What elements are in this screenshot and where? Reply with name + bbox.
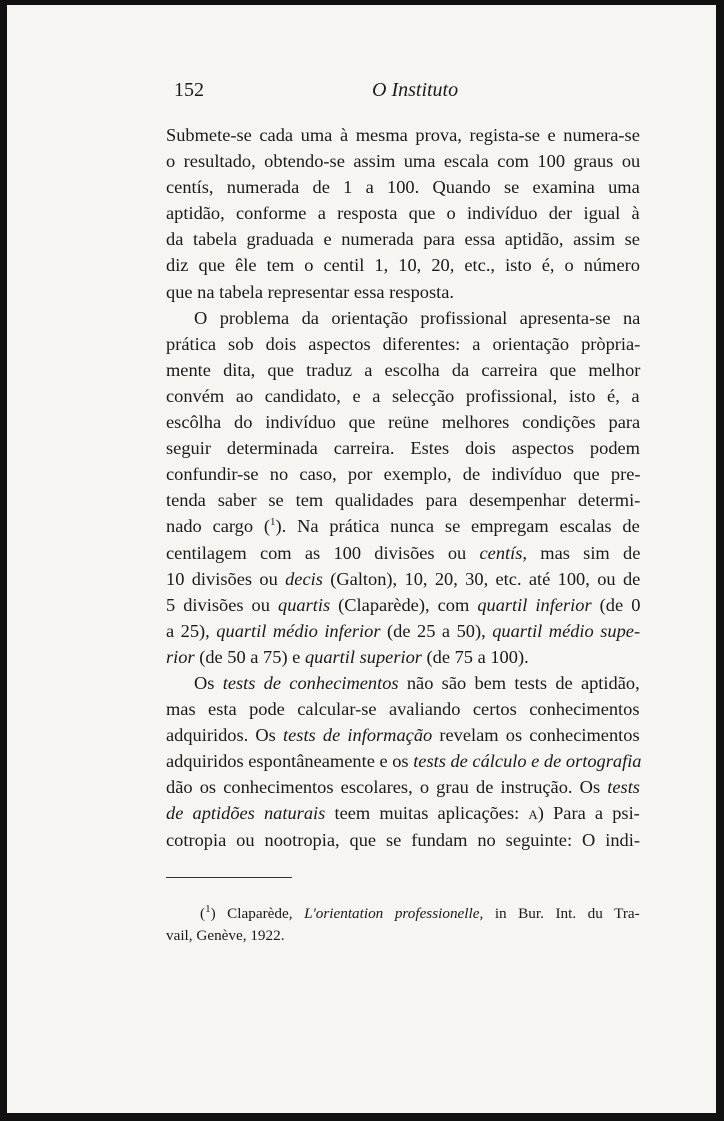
running-title: O Instituto	[372, 79, 459, 101]
text-line: seguir determinada carreira. Estes dois aspectos podem	[166, 438, 640, 459]
page-number: 152	[174, 79, 204, 101]
text-line: aptidão, conforme a resposta que o indivíduo der igual à	[166, 203, 640, 224]
body-text	[166, 122, 640, 853]
text-line: rior (de 50 a 75) e quartil superior (de 75 a 100).	[166, 646, 529, 667]
text-line: a 25), quartil médio inferior (de 25 a 50), quartil médio supe-	[166, 620, 641, 641]
text-line: cotropia ou nootropia, que se fundam no seguinte: O indi-	[166, 829, 640, 850]
text-line: mas esta pode calcular-se avaliando certos conhecimentos	[166, 699, 640, 720]
footnote-divider	[166, 877, 292, 878]
text-line: O problema da orientação profissional apresenta-se na	[194, 307, 641, 328]
text-line: convém ao candidato, e a selecção profissional, isto é, a	[166, 385, 640, 406]
footnote	[166, 903, 640, 947]
page-header	[172, 77, 650, 105]
text-line: adquiridos espontâneamente e os tests de cálculo e de ortografia	[166, 751, 642, 772]
text-line: da tabela graduada e numerada para essa aptidão, assim se	[166, 229, 640, 250]
text-line: confundir-se no caso, por exemplo, de indivíduo que pre-	[166, 464, 641, 485]
text-line: Os tests de conhecimentos não são bem tests de aptidão,	[194, 672, 640, 693]
text-line: 10 divisões ou decis (Galton), 10, 20, 30, etc. até 100, ou de	[166, 568, 641, 589]
text-line: Submete-se cada uma à mesma prova, regista-se e numera-se	[166, 125, 640, 145]
text-line: tenda saber se tem qualidades para desempenhar determi-	[166, 490, 641, 511]
footnote-line: ($^1$) Claparède, L'orientation professionelle, in Bur. Int. du Tra-	[200, 902, 640, 922]
text-line: diz que êle tem o centil 1, 10, 20, etc., isto é, o número	[166, 255, 640, 276]
text-line: prática sob dois aspectos diferentes: a orientação pròpria-	[166, 333, 641, 354]
text-line: de aptidões naturais teem muitas aplicações: a) Para a psi-	[166, 803, 640, 824]
footnote-line: vail, Genève, 1922.	[166, 927, 285, 944]
text-line: dão os conhecimentos escolares, o grau de instrução. Os tests	[166, 777, 640, 798]
text-line: centís, numerada de 1 a 100. Quando se examina uma	[166, 177, 640, 198]
footnote-ref: 1	[270, 516, 276, 529]
text-line: 5 divisões ou quartis (Claparède), com quartil inferior (de 0	[166, 594, 641, 615]
footnote-marker: 1	[205, 902, 211, 915]
text-line: que na tabela representar essa resposta.	[166, 281, 454, 302]
text-line: o resultado, obtendo-se assim uma escala com 100 graus ou	[166, 151, 641, 172]
text-line: escôlha do indivíduo que reüne melhores condições para	[166, 412, 641, 433]
text-line: adquiridos. Os tests de informação revelam os conhecimentos	[166, 725, 640, 746]
text-line: mente dita, que traduz a escolha da carreira que melhor	[166, 359, 641, 380]
text-line: nado cargo ($^1$). Na prática nunca se empregam escalas de	[166, 516, 640, 537]
text-line: centilagem com as 100 divisões ou centís, mas sim de	[166, 542, 641, 563]
